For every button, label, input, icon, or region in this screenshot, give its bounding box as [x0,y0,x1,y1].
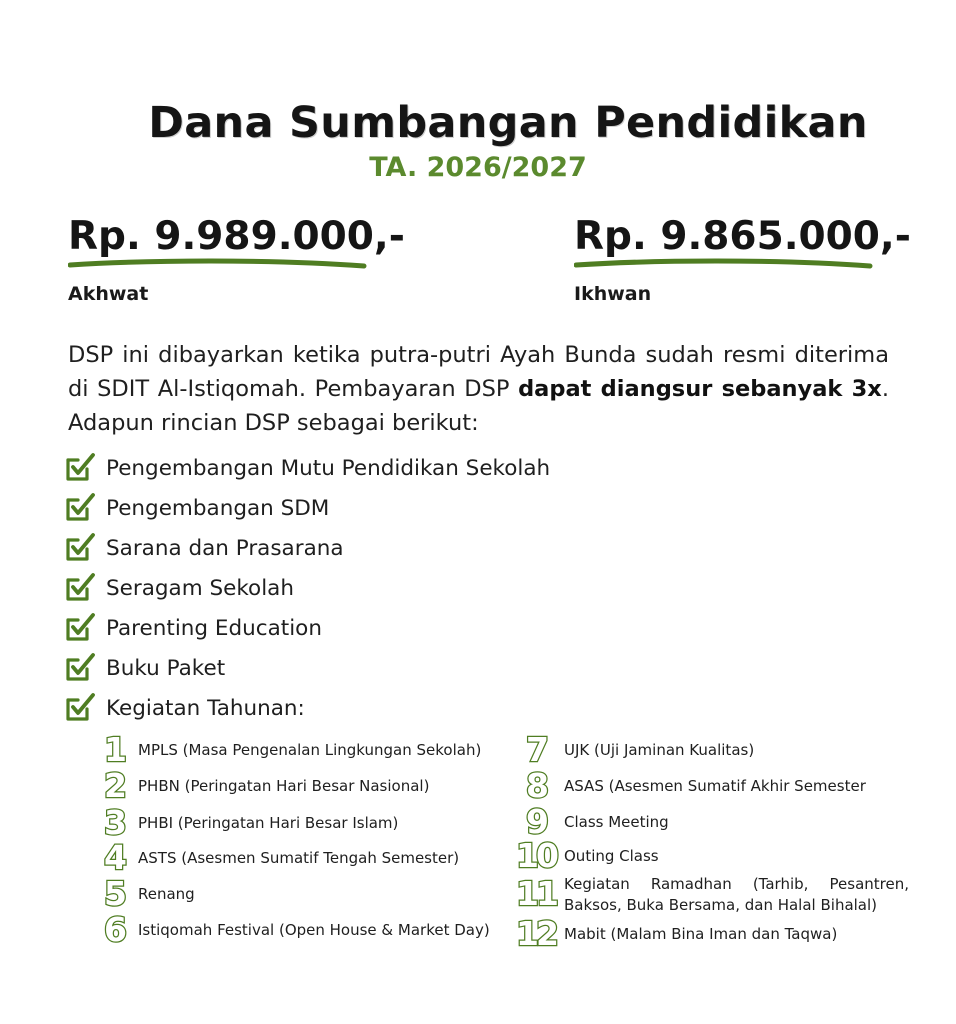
event-label: UJK (Uji Jaminan Kualitas) [564,740,755,759]
dsp-checklist [64,448,550,728]
checklist-item-label: Buku Paket [106,655,226,681]
event-number: 9 [526,802,546,841]
event-label: PHBI (Peringatan Hari Besar Islam) [138,813,399,832]
checklist-item-label: Kegiatan Tahunan: [106,695,305,721]
event-number: 5 [104,874,124,913]
checklist-item [64,448,550,488]
checkmark-icon [64,572,96,604]
event-label: PHBN (Peringatan Hari Besar Nasional) [138,776,430,795]
event-item [508,730,754,769]
event-item [104,838,459,877]
checkmark-icon [64,652,96,684]
intro-text-end: . Adapun rincian DSP sebagai berikut: [68,376,889,436]
intro-paragraph [68,338,889,440]
checklist-item [64,488,550,528]
price-ikhwan-amount: Rp. 9.865.000,- [574,214,911,259]
event-label: Kegiatan Ramadhan (Tarhib, Pesantren, Baksos, Buka Bersama, dan Halal Bihalal) [564,875,909,914]
checkmark-icon [64,612,96,644]
event-label: Renang [138,884,195,903]
checklist-item [64,688,550,728]
checkmark-icon [64,492,96,524]
event-number: 8 [526,766,546,805]
price-akhwat-label: Akhwat [68,283,149,305]
academic-year: TA. 2026/2027 [369,152,587,183]
event-number: 12 [516,914,556,953]
event-number: 2 [104,766,124,805]
event-number: 6 [104,910,124,949]
event-item [508,914,837,953]
event-number: 7 [526,730,546,769]
price-akhwat [68,214,405,305]
event-item [104,910,490,949]
checklist-item-label: Parenting Education [106,615,322,641]
event-item [508,874,909,916]
price-ikhwan-label: Ikhwan [574,283,652,305]
event-label: ASAS (Asesmen Sumatif Akhir Semester [564,776,866,795]
event-item [104,730,481,769]
green-underline-icon [68,257,368,271]
event-item [104,874,195,913]
event-number: 11 [516,874,556,913]
checklist-item [64,608,550,648]
checklist-item-label: Seragam Sekolah [106,575,294,601]
event-number: 1 [104,730,124,769]
checklist-item-label: Sarana dan Prasarana [106,535,344,561]
checkmark-icon [64,692,96,724]
event-number: 4 [104,838,124,877]
event-number: 3 [104,803,124,842]
event-label: Outing Class [564,846,659,865]
event-number: 10 [516,836,556,875]
price-akhwat-amount: Rp. 9.989.000,- [68,214,405,259]
checklist-item-label: Pengembangan Mutu Pendidikan Sekolah [106,455,551,481]
checkmark-icon [64,452,96,484]
event-item [104,766,429,805]
event-label: MPLS (Masa Pengenalan Lingkungan Sekolah) [138,740,482,759]
event-item [508,836,659,875]
event-item [508,766,866,805]
checklist-item [64,648,550,688]
page-title: Dana Sumbangan Pendidikan [148,98,868,148]
green-underline-icon [574,257,874,271]
intro-bold-text: dapat diangsur sebanyak 3x [518,376,882,402]
checklist-item-label: Pengembangan SDM [106,495,330,521]
event-label: ASTS (Asesmen Sumatif Tengah Semester) [138,848,460,867]
event-label: Istiqomah Festival (Open House & Market Day) [138,920,490,939]
intro-text: DSP ini dibayarkan ketika putra-putri Ayah Bunda sudah resmi diterima di SDIT Al-Istiqomah. Pembayaran DSP [68,342,889,402]
event-label: Class Meeting [564,812,669,831]
event-label: Mabit (Malam Bina Iman dan Taqwa) [564,924,838,943]
event-item [104,803,398,842]
checklist-item [64,568,550,608]
checklist-item [64,528,550,568]
price-ikhwan [574,214,911,305]
checkmark-icon [64,532,96,564]
